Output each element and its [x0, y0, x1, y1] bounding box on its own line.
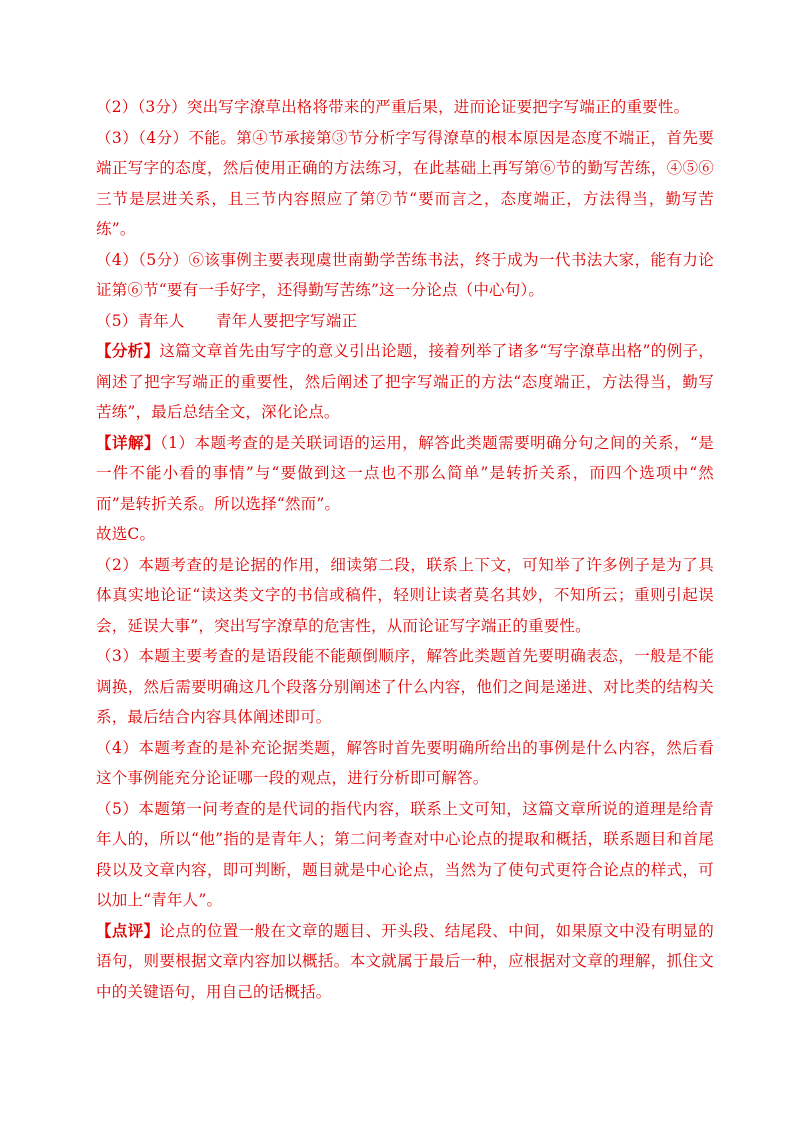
answer-3: （3）（4分）不能。第④节承接第③节分析字写得潦草的根本原因是态度不端正，首先要端正写字的态度，然后使用正确的方法练习，在此基础上再写第⑥节的勤写苦练，④⑤⑥三节是层进关系，且三节内容照应了第⑦节“要而言之，态度端正，方法得当，勤写苦练”。 — [96, 128, 714, 238]
answer-4: （4）（5分）⑥该事例主要表现虞世南勤学苦练书法，终于成为一代书法大家，能有力论证第⑥节“要有一手好字，还得勤写苦练”这一分论点（中心句）。 — [96, 250, 714, 299]
detail-q3: （3）本题主要考查的是语段能不能颠倒顺序，解答此类题首先要明确表态，一般是不能调换，然后需要明确这几个段落分别阐述了什么内容，他们之间是递进、对比类的结构关系，最后结合内容具体阐述即可。 — [96, 647, 714, 726]
comment-paragraph — [96, 916, 714, 1008]
detail-q5: （5）本题第一问考查的是代词的指代内容，联系上文可知，这篇文章所说的道理是给青年人的，所以“他”指的是青年人；第二问考查对中心论点的提取和概括，联系题目和首尾段以及文章内容，即可判断，题目就是中心论点，当然为了使句式更符合论点的样式，可以加上“青年人”。 — [96, 799, 714, 909]
detail-paragraph — [96, 428, 714, 520]
answer-5: （5）青年人 青年人要把字写端正 — [96, 311, 358, 330]
analysis-paragraph — [96, 336, 714, 428]
detail-q4: （4）本题考查的是补充论据类题，解答时首先要明确所给出的事例是什么内容，然后看这个事例能充分论证哪一段的观点，进行分析即可解答。 — [96, 738, 714, 787]
detail-label: 【详解】 — [96, 432, 160, 452]
analysis-text: 这篇文章首先由写字的意义引出论题，接着列举了诸多“写字潦草出格”的例子，阐述了把字写端正的重要性，然后阐述了把字写端正的方法“态度端正，方法得当，勤写苦练”，最后总结全文，深化论点。 — [96, 342, 714, 421]
analysis-label: 【分析】 — [96, 341, 160, 360]
detail-q1: （1）本题考查的是关联词语的运用，解答此类题需要明确分句之间的关系，“是一件不能小看的事情”与“要做到这一点也不那么简单”是转折关系，而四个选项中“然而”是转折关系。所以选择“然而”。 — [96, 433, 714, 513]
detail-choice: 故选C。 — [96, 525, 156, 543]
answer-2: （2）（3分）突出写字潦草出格将带来的严重后果，进而论证要把字写端正的重要性。 — [96, 98, 690, 116]
document-body — [96, 92, 714, 1007]
comment-text: 论点的位置一般在文章的题目、开头段、结尾段、中间，如果原文中没有明显的语句，则要根据文章内容加以概括。本文就属于最后一种，应根据对文章的理解，抓住文中的关键语句，用自己的话概括。 — [96, 921, 714, 1001]
comment-label: 【点评】 — [96, 920, 160, 940]
detail-q2: （2）本题考查的是论据的作用，细读第二段，联系上下文，可知举了许多例子是为了具体真实地论证“读这类文字的书信或稿件，轻则让读者莫名其妙，不知所云；重则引起误会，延误大事”，突出写字潦草的危害性，从而论证写字端正的重要性。 — [96, 555, 714, 635]
